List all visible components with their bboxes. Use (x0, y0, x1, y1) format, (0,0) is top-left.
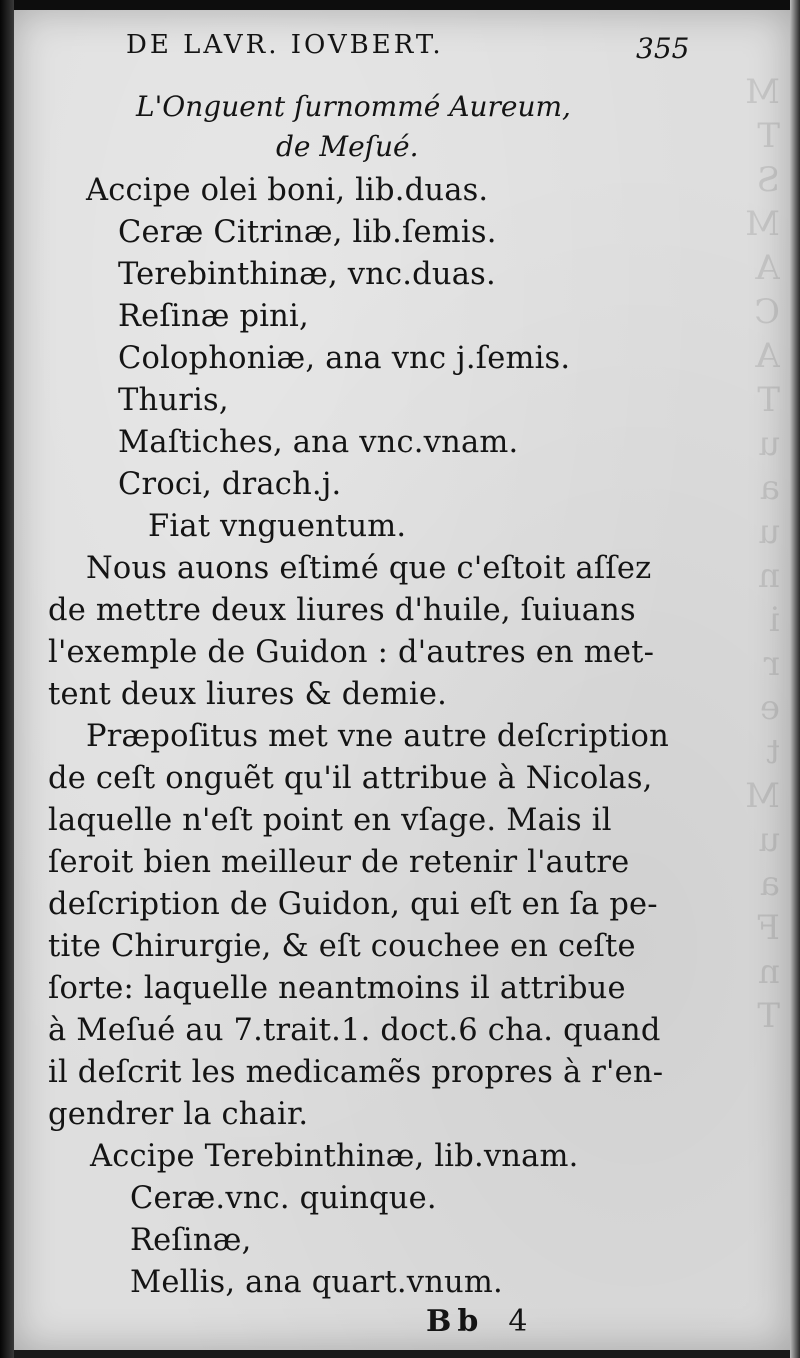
running-head: DE LAVR. IOVBERT. (126, 30, 444, 60)
recipe-line: Reſinæ, (130, 1223, 252, 1258)
paragraph-line: de mettre deux liures d'huile, ſuiuans (48, 593, 636, 628)
paragraph-line: tent deux liures & demie. (48, 677, 447, 712)
paragraph-line: ſorte: laquelle neantmoins il attribue (48, 971, 626, 1006)
section-title-line-1: L'Onguent ſurnommé Aureum, (136, 90, 571, 123)
section-title-line-2: de Meſué. (276, 130, 419, 163)
paragraph-line: gendrer la chair. (48, 1097, 309, 1132)
scan-right-edge (790, 0, 800, 1358)
paragraph-line: laquelle n'eſt point en vſage. Mais il (48, 803, 612, 838)
recipe-line: Mellis, ana quart.vnum. (130, 1265, 503, 1300)
book-page (14, 10, 790, 1350)
recipe-line: Reſinæ pini, (118, 299, 309, 334)
paragraph-line: de ceſt onguẽt qu'il attribue à Nicolas, (48, 761, 653, 796)
recipe-line: Accipe olei boni, lib.duas. (86, 173, 489, 208)
paragraph-line: à Meſué au 7.trait.1. doct.6 cha. quand (48, 1013, 661, 1048)
recipe-line: Croci, drach.j. (118, 467, 342, 502)
page-number: 355 (636, 32, 690, 65)
paragraph-line: l'exemple de Guidon : d'autres en met- (48, 635, 655, 670)
paragraph-line: deſcription de Guidon, qui eſt en ſa pe- (48, 887, 658, 922)
recipe-line: Ceræ Citrinæ, lib.ſemis. (118, 215, 497, 250)
scan-top-edge (0, 0, 800, 10)
scan-left-edge (0, 0, 14, 1358)
paragraph-line: tite Chirurgie, & eſt couchee en ceſte (48, 929, 636, 964)
signature-letters: Bb (426, 1304, 485, 1339)
recipe-line: Maſtiches, ana vnc.vnam. (118, 425, 519, 460)
paragraph-line: ſeroit bien meilleur de retenir l'autre (48, 845, 630, 880)
signature-mark (426, 1304, 527, 1339)
recipe-line: Fiat vnguentum. (148, 509, 407, 544)
paragraph-line: Nous auons eſtimé que c'eſtoit aſſez (86, 551, 652, 586)
paragraph-line: Præpoſitus met vne autre deſcription (86, 719, 669, 754)
recipe-line: Thuris, (118, 383, 229, 418)
recipe-line: Accipe Terebinthinæ, lib.vnam. (90, 1139, 579, 1174)
recipe-line: Terebinthinæ, vnc.duas. (118, 257, 496, 292)
recipe-line: Colophoniæ, ana vnc j.ſemis. (118, 341, 571, 376)
recipe-line: Ceræ.vnc. quinque. (130, 1181, 437, 1216)
paragraph-line: il deſcrit les medicamẽs propres à r'en- (48, 1055, 664, 1090)
show-through-text: M T S M A C A T u a u n i r e t M u a F n T (745, 72, 780, 1036)
signature-number: 4 (508, 1304, 528, 1339)
